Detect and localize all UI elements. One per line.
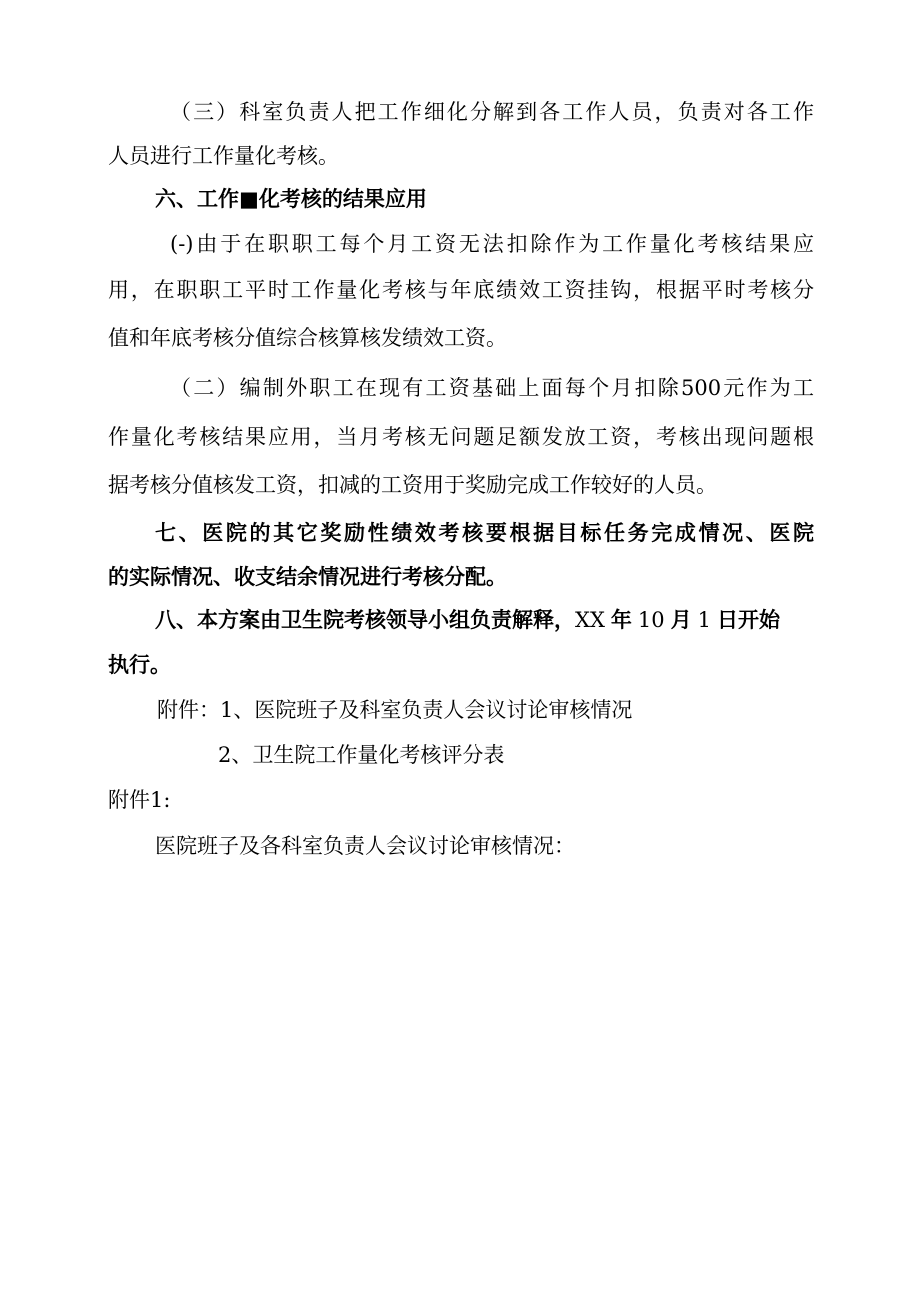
section-6-item-2-line-2: 作量化考核结果应用，当月考核无问题足额发放工资，考核出现问题根	[108, 425, 814, 449]
paragraph-3-line-1: （三）科室负责人把工作细化分解到各工作人员，负责对各工作	[170, 100, 814, 124]
section-8-text-a: 八、本方案由卫生院考核领导小组负责解释，	[155, 608, 575, 632]
section-8-month-number: 10	[637, 608, 665, 632]
section-8-year-char: 年	[610, 608, 632, 632]
attachments-line-1: 附件：1、医院班子及科室负责人会议讨论审核情况	[157, 698, 633, 722]
section-7-line-2: 的实际情况、收支结余情况进行考核分配。	[108, 565, 507, 589]
section-6-item-2-line-1: （二）编制外职工在现有工资基础上面每个月扣除500元作为工	[170, 376, 814, 400]
section-8-month-char: 月	[670, 608, 692, 632]
section-8-day-number: 1	[697, 608, 712, 632]
section-7-line-1: 七、医院的其它奖励性绩效考核要根据目标任务完成情况、医院	[155, 521, 814, 545]
section-6-item-1-line-2: 用，在职职工平时工作量化考核与年底绩效工资挂钩，根据平时考核分	[108, 278, 814, 302]
section-8-text-b: 日开始	[717, 608, 781, 632]
appendix-1-title: 医院班子及各科室负责人会议讨论审核情况：	[155, 834, 575, 858]
section-6-item-2-line-3: 据考核分值核发工资，扣减的工资用于奖励完成工作较好的人员。	[108, 473, 717, 497]
appendix-1-label: 附件1:	[108, 788, 171, 812]
section-8-line-1	[155, 605, 780, 635]
section-8-year-placeholder: XX	[575, 608, 605, 632]
section-6-heading: 六、工作■化考核的结果应用	[155, 187, 427, 211]
section-6-item-1-line-3: 值和年底考核分值综合核算核发绩效工资。	[108, 326, 507, 350]
section-6-item-1-line-1: (-)由于在职职工每个月工资无法扣除作为工作量化考核结果应	[170, 232, 814, 256]
paragraph-3-line-2: 人员进行工作量化考核。	[108, 144, 339, 168]
section-8-line-2: 执行。	[108, 653, 171, 677]
attachments-line-2: 2、卫生院工作量化考核评分表	[218, 743, 505, 767]
